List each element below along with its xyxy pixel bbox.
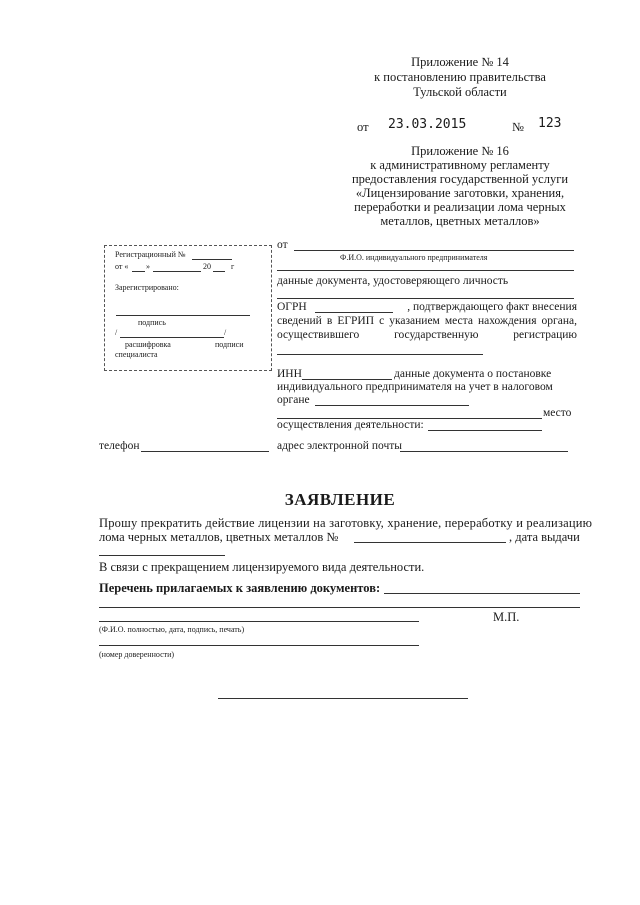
attached-docs-title: Перечень прилагаемых к заявлению документов:	[99, 581, 381, 595]
applicant-place-label: место	[543, 407, 572, 419]
stamp-signature-caption: подпись	[138, 318, 166, 327]
applicant-tax-organ-field[interactable]	[315, 405, 469, 406]
stamp-from-prefix: от «	[115, 262, 129, 271]
appendix16-line3: предоставления государственной услуги	[351, 172, 569, 186]
applicant-inn-label: ИНН	[277, 368, 302, 380]
fio-caption: (Ф.И.О. полностью, дата, подпись, печать)	[99, 625, 245, 634]
applicant-email-field[interactable]	[400, 451, 568, 452]
appendix14-line2: к постановлению правительства	[374, 70, 546, 84]
stamp-decoding-caption: расшифровка	[125, 340, 171, 349]
bottom-separator-line	[218, 698, 468, 699]
applicant-ogrn-rest: , подтверждающего факт внесения	[407, 301, 577, 313]
stamp-year-suffix: г	[231, 262, 235, 271]
applicant-inn-line2: индивидуального предпринимателя на учет в налоговом	[277, 381, 553, 393]
appendix14-date-prefix: от	[357, 120, 369, 134]
stamp-reg-no-line	[192, 259, 232, 260]
applicant-inn-rest: данные документа о постановке	[394, 368, 552, 380]
applicant-activity-field[interactable]	[428, 430, 542, 431]
appendix16-line2: к административному регламенту	[370, 158, 550, 172]
appendix16-line5: переработки и реализации лома черных	[354, 200, 566, 214]
applicant-id-docs: данные документа, удостоверяющего личность	[277, 275, 509, 287]
applicant-fio-field[interactable]	[294, 250, 574, 251]
applicant-fio-field-2[interactable]	[277, 270, 574, 271]
phone-field[interactable]	[141, 451, 269, 452]
applicant-activity-label: осуществления деятельности:	[277, 419, 424, 431]
stamp-slash-left: /	[115, 328, 118, 337]
applicant-egrip-line1: сведений в ЕГРИП с указанием места нахождения органа,	[277, 315, 577, 327]
stamp-decoding-line	[120, 337, 224, 338]
issue-date-field[interactable]	[99, 555, 225, 556]
applicant-ogrn-label: ОГРН	[277, 301, 307, 313]
appendix14-line3: Тульской области	[413, 85, 507, 99]
appendix16-line6: металлов, цветных металлов»	[380, 214, 540, 228]
stamp-signature-line	[116, 315, 250, 316]
signature-field[interactable]	[99, 621, 419, 622]
stamp-specialist-caption: специалиста	[115, 350, 158, 359]
applicant-from-label: от	[277, 239, 288, 251]
body-paragraph2: В связи с прекращением лицензируемого вида деятельности.	[99, 560, 425, 574]
stamp-year: 20	[203, 262, 211, 271]
stamp-from-mid: »	[146, 262, 150, 271]
appendix16-line4: «Лицензирование заготовки, хранения,	[355, 186, 565, 200]
stamp-reg-no: Регистрационный №	[115, 250, 186, 259]
attached-docs-field-1[interactable]	[384, 593, 580, 594]
license-number-field[interactable]	[354, 542, 506, 543]
phone-label: телефон	[99, 440, 140, 452]
applicant-registration-field[interactable]	[277, 354, 483, 355]
body-paragraph1-line2: лома черных металлов, цветных металлов №	[99, 530, 339, 544]
body-paragraph1-line1: Прошу прекратить действие лицензии на заготовку, хранение, переработку и реализацию	[99, 516, 593, 530]
applicant-egrip-line2	[277, 329, 577, 341]
applicant-fio-caption: Ф.И.О. индивидуального предпринимателя	[340, 253, 488, 262]
egrip-word-1: осуществившего	[277, 329, 360, 341]
stamp-year-line	[213, 271, 225, 272]
attached-docs-field-2[interactable]	[99, 607, 580, 608]
applicant-email-label: адрес электронной почты	[277, 440, 402, 452]
proxy-number-field[interactable]	[99, 645, 419, 646]
appendix14-num-prefix: №	[512, 120, 524, 134]
body-paragraph1-line2-end: , дата выдачи	[509, 530, 580, 544]
applicant-id-docs-field[interactable]	[277, 298, 574, 299]
appendix14-line1: Приложение № 14	[411, 55, 509, 69]
proxy-caption: (номер доверенности)	[99, 650, 175, 659]
document-title: ЗАЯВЛЕНИЕ	[284, 490, 396, 509]
stamp-registered: Зарегистрировано:	[115, 283, 179, 292]
applicant-ogrn-field[interactable]	[315, 312, 393, 313]
mp-label: М.П.	[493, 610, 520, 624]
stamp-month-line	[153, 271, 201, 272]
applicant-inn-line3: органе	[277, 394, 310, 406]
stamp-day-line	[132, 271, 145, 272]
appendix14-num: 123	[538, 116, 562, 131]
applicant-inn-field[interactable]	[302, 379, 392, 380]
appendix16-line1: Приложение № 16	[411, 144, 509, 158]
stamp-slash-right: /	[224, 328, 227, 337]
appendix14-date: 23.03.2015	[388, 117, 467, 132]
egrip-word-2: государственную	[394, 329, 479, 341]
stamp-podpisi-caption: подписи	[215, 340, 244, 349]
egrip-word-3: регистрацию	[513, 329, 577, 341]
